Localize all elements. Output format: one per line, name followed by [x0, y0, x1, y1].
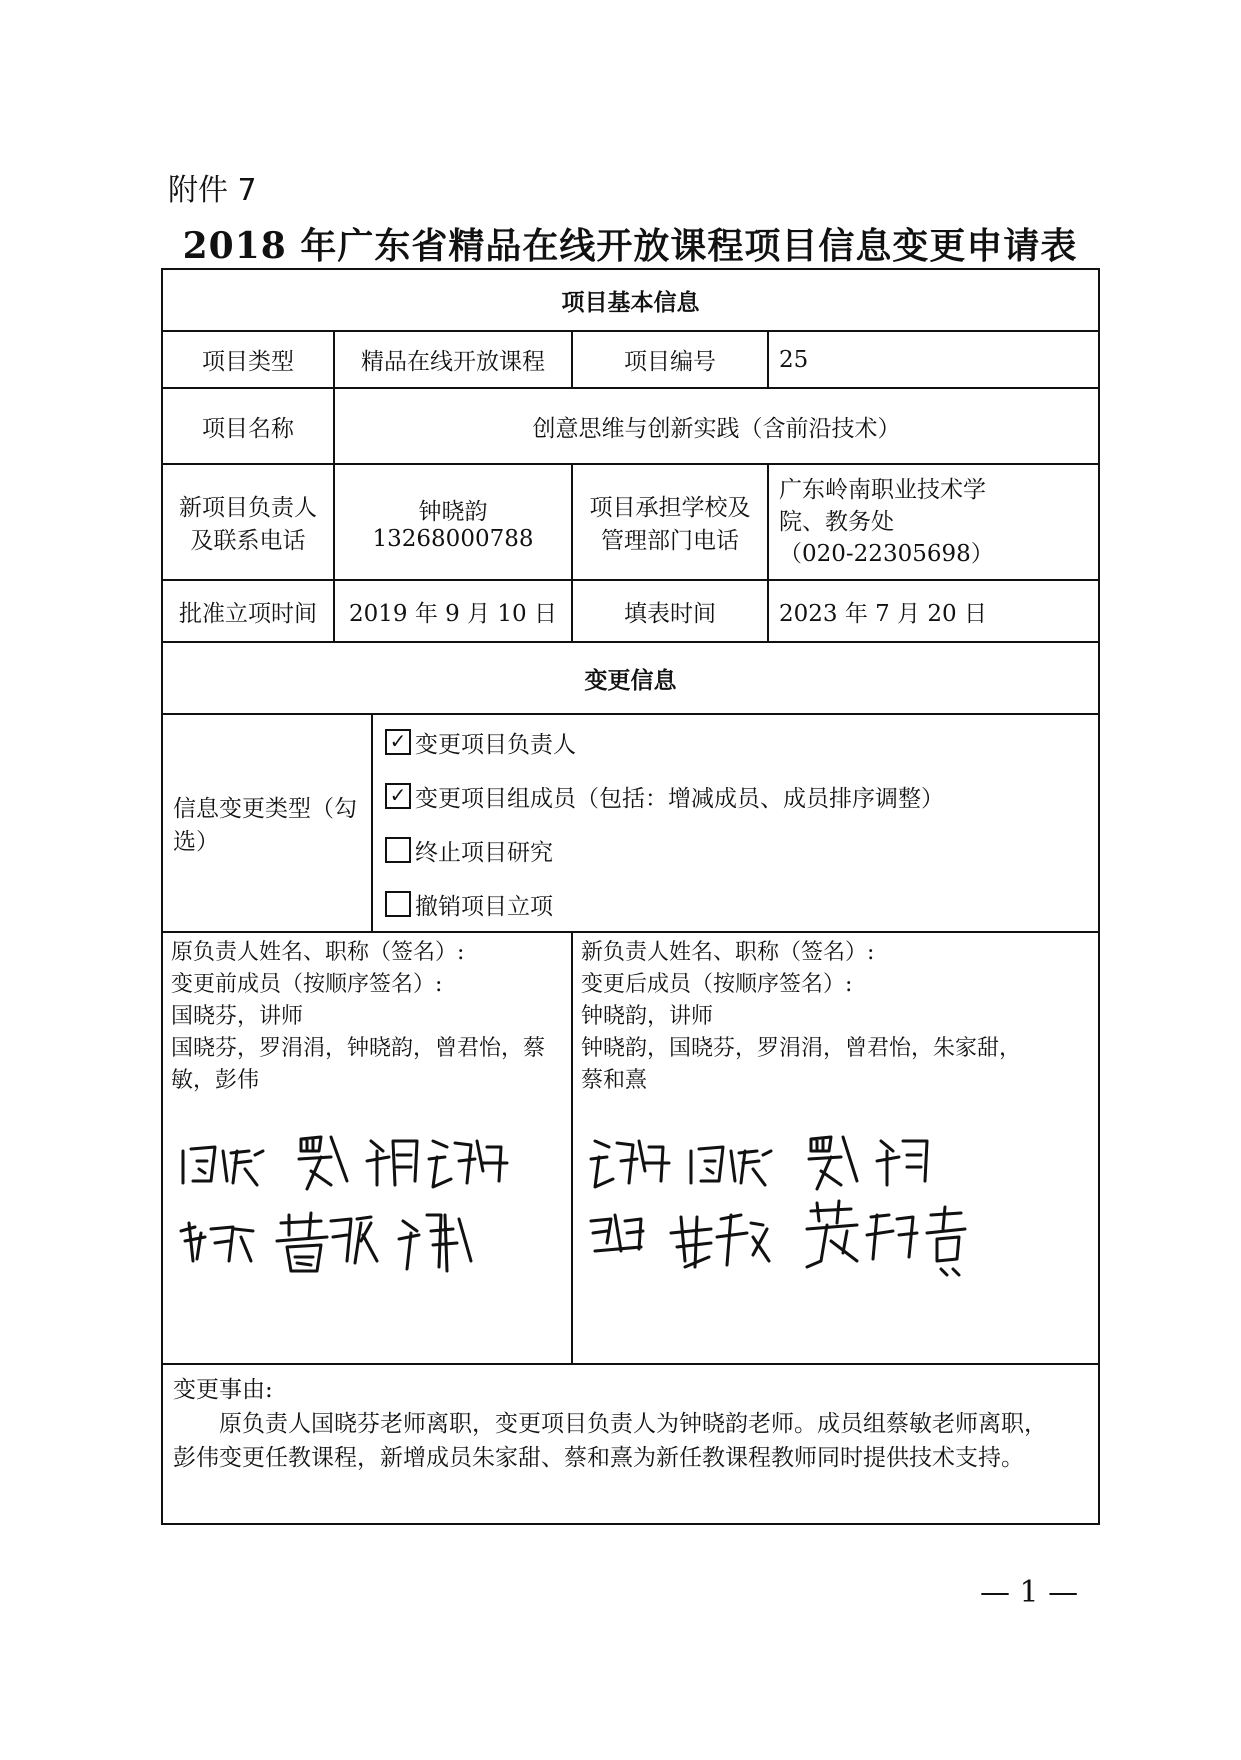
option-terminate-research[interactable] [385, 823, 1086, 877]
project-name-value: 创意思维与创新实践（含前沿技术） [334, 388, 1099, 464]
checkbox-change-leader[interactable]: ✓ [385, 729, 411, 755]
change-type-label: 信息变更类型（勾选） [162, 714, 372, 932]
new-members-list: 钟晓韵，国晓芬，罗涓涓，曾君怡，朱家甜， [581, 1036, 1022, 1061]
school-label-line2: 管理部门电话 [601, 528, 739, 554]
change-reason-label: 变更事由: [173, 1377, 273, 1403]
option-change-members-label: 变更项目组成员（包括：增减成员、成员排序调整） [415, 785, 944, 812]
project-type-label: 项目类型 [162, 331, 334, 388]
checkbox-revoke-project[interactable] [385, 891, 411, 917]
approval-date-value: 2019 年 9 月 10 日 [334, 580, 572, 642]
original-members-prompt: 变更前成员（按顺序签名）: [171, 972, 443, 997]
new-members-prompt: 变更后成员（按顺序签名）: [581, 972, 853, 997]
school-label [572, 464, 768, 580]
school-label-line1: 项目承担学校及 [589, 495, 751, 521]
page-number: — 1 — [980, 1575, 1079, 1610]
new-members-handwritten-signatures [581, 1111, 1001, 1281]
project-number-label: 项目编号 [572, 331, 768, 388]
new-leader-label-line1: 新项目负责人 [179, 495, 317, 521]
checkbox-terminate-research[interactable] [385, 837, 411, 863]
option-change-members[interactable] [385, 769, 1086, 823]
change-type-options [372, 714, 1099, 932]
school-value [768, 464, 1099, 580]
fill-date-label: 填表时间 [572, 580, 768, 642]
change-reason-text-line1: 原负责人国晓芬老师离职，变更项目负责人为钟晓韵老师。成员组蔡敏老师离职， [219, 1411, 1047, 1437]
option-change-leader[interactable] [385, 715, 1086, 769]
original-leader-prompt: 原负责人姓名、职称（签名）: [171, 940, 465, 965]
checkbox-change-members[interactable]: ✓ [385, 783, 411, 809]
original-members-list: 国晓芬，罗涓涓，钟晓韵，曾君怡，蔡 [171, 1036, 546, 1061]
new-leader-label [162, 464, 334, 580]
new-leader-value: 钟晓韵 13268000788 [334, 464, 572, 580]
section-change-header: 变更信息 [162, 642, 1099, 714]
school-value-line2: 院、教务处 [779, 509, 894, 535]
new-leader-prompt: 新负责人姓名、职称（签名）: [581, 940, 875, 965]
attachment-label: 附件 7 [168, 173, 257, 208]
document-title: 2018 年广东省精品在线开放课程项目信息变更申请表 [182, 225, 1078, 267]
fill-date-value: 2023 年 7 月 20 日 [768, 580, 1099, 642]
option-change-leader-label: 变更项目负责人 [415, 731, 576, 758]
original-members-signature-cell [162, 932, 572, 1364]
school-value-line1: 广东岭南职业技术学 [779, 477, 986, 503]
new-leader-name: 钟晓韵，讲师 [581, 1004, 714, 1029]
original-members-handwritten-signatures [171, 1111, 551, 1281]
project-type-value: 精品在线开放课程 [334, 331, 572, 388]
new-members-list-cont: 蔡和熹 [581, 1068, 648, 1093]
school-value-line3: （020-22305698） [779, 541, 994, 567]
option-revoke-project[interactable] [385, 877, 1086, 931]
option-terminate-research-label: 终止项目研究 [415, 839, 553, 866]
change-reason-cell [162, 1364, 1099, 1524]
new-leader-label-line2: 及联系电话 [190, 528, 306, 554]
new-members-signature-cell [572, 932, 1099, 1364]
section-basic-header: 项目基本信息 [162, 269, 1099, 331]
original-members-list-cont: 敏，彭伟 [171, 1068, 260, 1093]
option-revoke-project-label: 撤销项目立项 [415, 893, 553, 920]
project-name-label: 项目名称 [162, 388, 334, 464]
application-form-table [161, 268, 1100, 1525]
approval-date-label: 批准立项时间 [162, 580, 334, 642]
change-reason-text-line2: 彭伟变更任教课程，新增成员朱家甜、蔡和熹为新任教课程教师同时提供技术支持。 [173, 1445, 1024, 1471]
project-number-value: 25 [768, 331, 1099, 388]
original-leader-name: 国晓芬，讲师 [171, 1004, 304, 1029]
